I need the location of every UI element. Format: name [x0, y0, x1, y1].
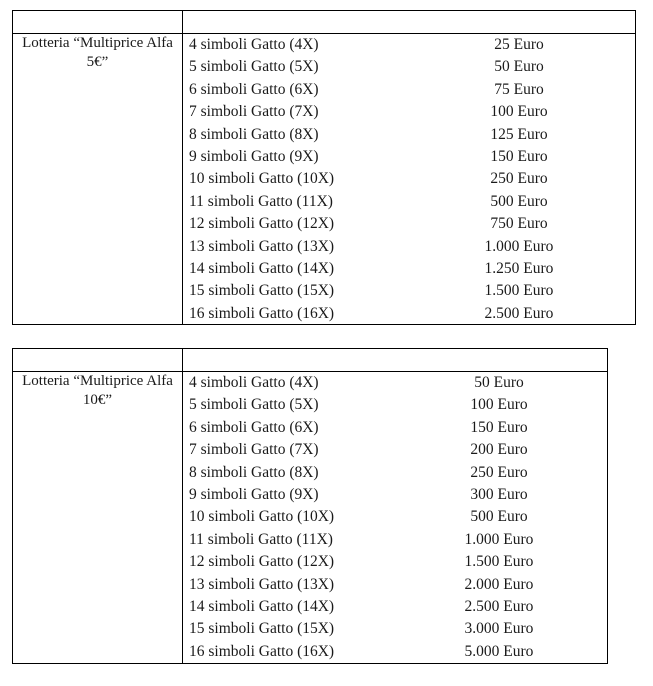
- prize-cell: 200 Euro: [470, 441, 528, 459]
- table-row: [189, 439, 607, 461]
- table-row: [189, 551, 607, 573]
- symbols-cell: 15 simboli Gatto (15X): [189, 282, 335, 300]
- table-row: [189, 506, 607, 528]
- prize-cell: 1.000 Euro: [464, 530, 534, 548]
- symbols-cell: 4 simboli Gatto (4X): [189, 36, 319, 53]
- column-divider: [182, 349, 183, 663]
- symbols-cell: 11 simboli Gatto (11X): [189, 530, 333, 548]
- symbols-cell: 16 simboli Gatto (16X): [189, 642, 335, 660]
- prize-cell: 2.500 Euro: [464, 597, 534, 615]
- prize-cell: 1.500 Euro: [464, 553, 534, 571]
- table-row: [189, 258, 635, 280]
- table-row: [189, 641, 607, 663]
- table-row: [189, 191, 635, 213]
- table-row: [189, 303, 635, 325]
- prize-cell: 75 Euro: [494, 80, 544, 98]
- lottery-name-cell: [13, 372, 182, 410]
- symbols-cell: 11 simboli Gatto (11X): [189, 192, 333, 210]
- prize-cell: 1.500 Euro: [484, 282, 554, 300]
- lottery-name-line1: Lotteria “Multiprice Alfa: [22, 373, 173, 389]
- table-row: [189, 146, 635, 168]
- symbols-cell: 5 simboli Gatto (5X): [189, 58, 319, 76]
- symbols-cell: 16 simboli Gatto (16X): [189, 304, 335, 322]
- table-row: [189, 417, 607, 439]
- symbols-cell: 7 simboli Gatto (7X): [189, 441, 319, 459]
- table-header-row: [13, 11, 635, 34]
- table-header-row: [13, 349, 607, 372]
- prize-cell: 25 Euro: [494, 36, 544, 53]
- symbols-cell: 6 simboli Gatto (6X): [189, 80, 319, 98]
- prize-cell: 1.000 Euro: [484, 237, 554, 255]
- prize-cell: 2.500 Euro: [484, 304, 554, 322]
- lottery-name-line2: 5€”: [86, 54, 109, 70]
- table-row: [189, 462, 607, 484]
- table-row: [189, 79, 635, 101]
- symbols-cell: 8 simboli Gatto (8X): [189, 463, 319, 481]
- prize-cell: 50 Euro: [474, 374, 524, 391]
- symbols-cell: 15 simboli Gatto (15X): [189, 620, 335, 638]
- prize-cell: 3.000 Euro: [464, 620, 534, 638]
- table-row: [189, 213, 635, 235]
- prize-cell: 2.000 Euro: [464, 575, 534, 593]
- symbols-cell: 8 simboli Gatto (8X): [189, 125, 319, 143]
- table-row: [189, 236, 635, 258]
- prize-cell: 500 Euro: [490, 192, 548, 210]
- prize-cell: 100 Euro: [470, 396, 528, 414]
- table-row: [189, 574, 607, 596]
- lottery-name-cell: [13, 34, 182, 72]
- prize-rows: [189, 372, 607, 663]
- table-row: [189, 101, 635, 123]
- table-row: [189, 618, 607, 640]
- symbols-cell: 6 simboli Gatto (6X): [189, 418, 319, 436]
- prize-cell: 125 Euro: [490, 125, 548, 143]
- table-row: [189, 529, 607, 551]
- prize-table-10-euro: [12, 348, 608, 664]
- prize-rows: [189, 34, 635, 325]
- prize-cell: 5.000 Euro: [464, 642, 534, 660]
- prize-cell: 250 Euro: [470, 463, 528, 481]
- symbols-cell: 9 simboli Gatto (9X): [189, 485, 319, 503]
- symbols-cell: 5 simboli Gatto (5X): [189, 396, 319, 414]
- table-row: [189, 56, 635, 78]
- prize-cell: 300 Euro: [470, 485, 528, 503]
- symbols-cell: 10 simboli Gatto (10X): [189, 508, 335, 526]
- prize-table-5-euro: [12, 10, 636, 325]
- table-row: [189, 484, 607, 506]
- symbols-cell: 10 simboli Gatto (10X): [189, 170, 335, 188]
- prize-cell: 1.250 Euro: [484, 259, 554, 277]
- table-row: [189, 34, 635, 56]
- prize-cell: 100 Euro: [490, 103, 548, 121]
- symbols-cell: 12 simboli Gatto (12X): [189, 215, 335, 233]
- prize-cell: 150 Euro: [490, 147, 548, 165]
- symbols-cell: 7 simboli Gatto (7X): [189, 103, 319, 121]
- prize-cell: 150 Euro: [470, 418, 528, 436]
- symbols-cell: 14 simboli Gatto (14X): [189, 597, 335, 615]
- symbols-cell: 9 simboli Gatto (9X): [189, 147, 319, 165]
- symbols-cell: 13 simboli Gatto (13X): [189, 237, 335, 255]
- prize-cell: 750 Euro: [490, 215, 548, 233]
- prize-cell: 250 Euro: [490, 170, 548, 188]
- symbols-cell: 14 simboli Gatto (14X): [189, 259, 335, 277]
- table-row: [189, 168, 635, 190]
- table-row: [189, 394, 607, 416]
- table-row: [189, 280, 635, 302]
- symbols-cell: 12 simboli Gatto (12X): [189, 553, 335, 571]
- lottery-name-line1: Lotteria “Multiprice Alfa: [22, 35, 173, 51]
- column-divider: [182, 11, 183, 324]
- symbols-cell: 4 simboli Gatto (4X): [189, 374, 319, 391]
- lottery-name-line2: 10€”: [82, 392, 113, 408]
- prize-cell: 50 Euro: [494, 58, 544, 76]
- symbols-cell: 13 simboli Gatto (13X): [189, 575, 335, 593]
- prize-cell: 500 Euro: [470, 508, 528, 526]
- table-row: [189, 596, 607, 618]
- table-row: [189, 372, 607, 394]
- table-row: [189, 124, 635, 146]
